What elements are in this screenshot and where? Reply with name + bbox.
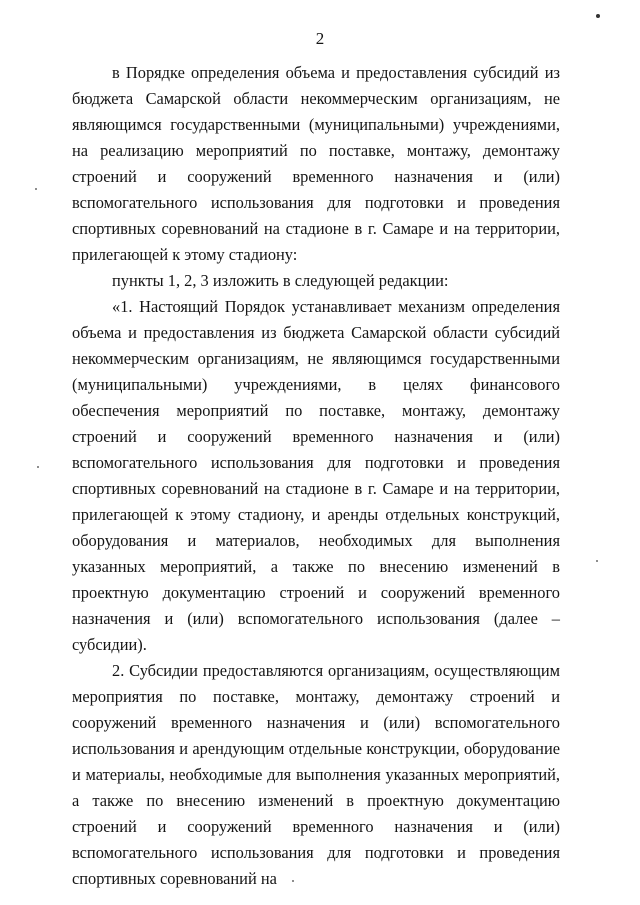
- scan-speck: [596, 560, 598, 562]
- point-2-paragraph: 2. Субсидии предоставляются организациям, осуществляющим мероприятия по поставке, монтажу, демонтажу строений и сооружений временного назначения и (или) вспомогательного использования и арендующим отдельные конструкции, оборудование и материалы, необходимые для выполнения указанных мероприятий, а также по внесению изменений в проектную документацию строений и сооружений временного назначения и (или) вспомогательного использования для подготовки и проведения спортивных соревнований на: [72, 661, 560, 888]
- point-1-paragraph: «1. Настоящий Порядок устанавливает механизм определения объема и предоставления из бюджета Самарской области субсидий некоммерческим организациям, не являющимся государственными (муниципальными) учреждениями, в целях финансового обеспечения мероприятий по поставке, монтажу, демонтажу строений и сооружений временного назначения и (или) вспомогательного использования для подготовки и проведения спортивных соревнований на стадионе в г. Самаре и на территории, прилегающей к этому стадиону, и аренды отдельных конструкций, оборудования и материалов, необходимых для выполнения указанных мероприятий, а также по внесению изменений в проектную документацию строений и сооружений временного назначения и (или) вспомогательного использования (далее – субсидии).: [72, 297, 560, 654]
- scan-speck: [596, 14, 600, 18]
- points-instruction-paragraph: пункты 1, 2, 3 изложить в следующей редакции:: [112, 271, 449, 290]
- scan-speck: [37, 466, 39, 468]
- scan-speck: [292, 880, 294, 882]
- document-body: [72, 60, 560, 892]
- intro-paragraph: в Порядке определения объема и предоставления субсидий из бюджета Самарской области некоммерческим организациям, не являющимся государственными (муниципальными) учреждениями, на реализацию мероприятий по поставке, монтажу, демонтажу строений и сооружений временного назначения и (или) вспомогательного использования для подготовки и проведения спортивных соревнований на стадионе в г. Самаре и на территории, прилегающей к этому стадиону:: [72, 63, 560, 264]
- page-number: 2: [315, 29, 325, 48]
- scan-speck: [35, 188, 37, 190]
